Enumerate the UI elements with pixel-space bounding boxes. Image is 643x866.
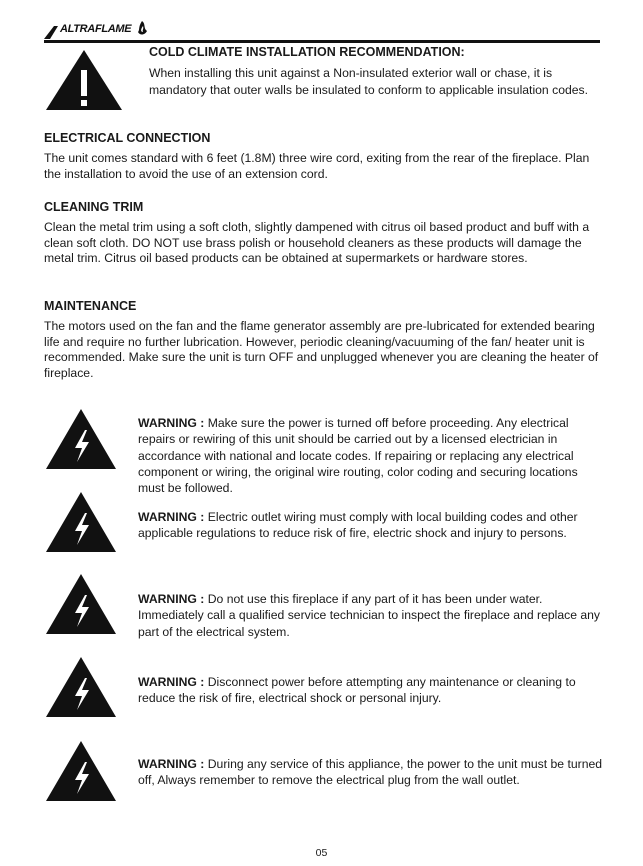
electrical-connection-body: The unit comes standard with 6 feet (1.8M) three wire cord, exiting from the rear of the fireplace. Plan the installation to avoid the use of an extension cord. — [44, 151, 590, 181]
warning-body: During any service of this appliance, the power to the unit must be turned off, Always remember to remove the electrical plug from the wall outlet. — [138, 757, 603, 788]
cold-climate-body: When installing this unit against a Non-insulated exterior wall or chase, it is mandatory that outer walls be insulated to conform to applicable insulation codes. — [149, 66, 589, 97]
warning-label: WARNING : — [138, 592, 205, 606]
warning-body: Make sure the power is turned off before proceeding. Any electrical repairs or rewiring of this unit should be carried out by a licensed electrician in accordance with national and locate codes. If repairing or replacing any electrical component or wiring, the original wire routing, color coding and securing locations must be followed. — [138, 416, 578, 496]
warning-label: WARNING : — [138, 675, 205, 689]
electrical-hazard-icon — [45, 740, 117, 802]
electrical-hazard-icon — [45, 656, 117, 718]
warning-body: Do not use this fireplace if any part of it has been under water. Immediately call a qualified service technician to inspect the fireplace and replace any part of the electrical system. — [138, 592, 601, 639]
electrical-hazard-icon — [45, 408, 117, 470]
warning-label: WARNING : — [138, 510, 205, 524]
electrical-hazard-icon — [45, 491, 117, 553]
electrical-connection-title: ELECTRICAL CONNECTION — [44, 131, 211, 145]
warning-body: Disconnect power before attempting any maintenance or cleaning to reduce the risk of fire, electrical shock or personal injury. — [138, 675, 576, 706]
page-number: 05 — [315, 847, 328, 859]
electrical-hazard-icon — [45, 573, 117, 635]
warning-text — [138, 509, 603, 542]
warning-body: Electric outlet wiring must comply with local building codes and other applicable regulations to reduce risk of fire, electric shock and injury to persons. — [138, 510, 578, 541]
warning-text — [138, 591, 603, 640]
warning-text — [138, 415, 603, 496]
warning-label: WARNING : — [138, 416, 205, 430]
cleaning-trim-title: CLEANING TRIM — [44, 200, 144, 214]
warning-label: WARNING : — [138, 757, 205, 771]
maintenance-body: The motors used on the fan and the flame generator assembly are pre-lubricated for extended bearing life and require no further lubrication. However, periodic cleaning/vacuuming of the fan/ heater unit is recommended. Make sure the unit is turn OFF and unplugged whenever you are cleaning the heater of fireplace. — [44, 319, 599, 380]
header-rule — [44, 40, 600, 43]
cleaning-trim-body: Clean the metal trim using a soft cloth, slightly dampened with citrus oil based product and buff with a clean soft cloth. DO NOT use brass polish or household cleaners as these products will damage the metal trim. Citrus oil based products can be obtained at supermarkets or hardware stores. — [44, 220, 590, 265]
warning-exclamation-icon — [44, 48, 124, 112]
cold-climate-title: COLD CLIMATE INSTALLATION RECOMMENDATION: — [149, 45, 465, 59]
warning-text — [138, 674, 603, 707]
logo-text: ALTRAFLAME — [60, 23, 132, 35]
page-header — [44, 18, 600, 44]
maintenance-title: MAINTENANCE — [44, 299, 137, 313]
warning-text — [138, 756, 603, 789]
